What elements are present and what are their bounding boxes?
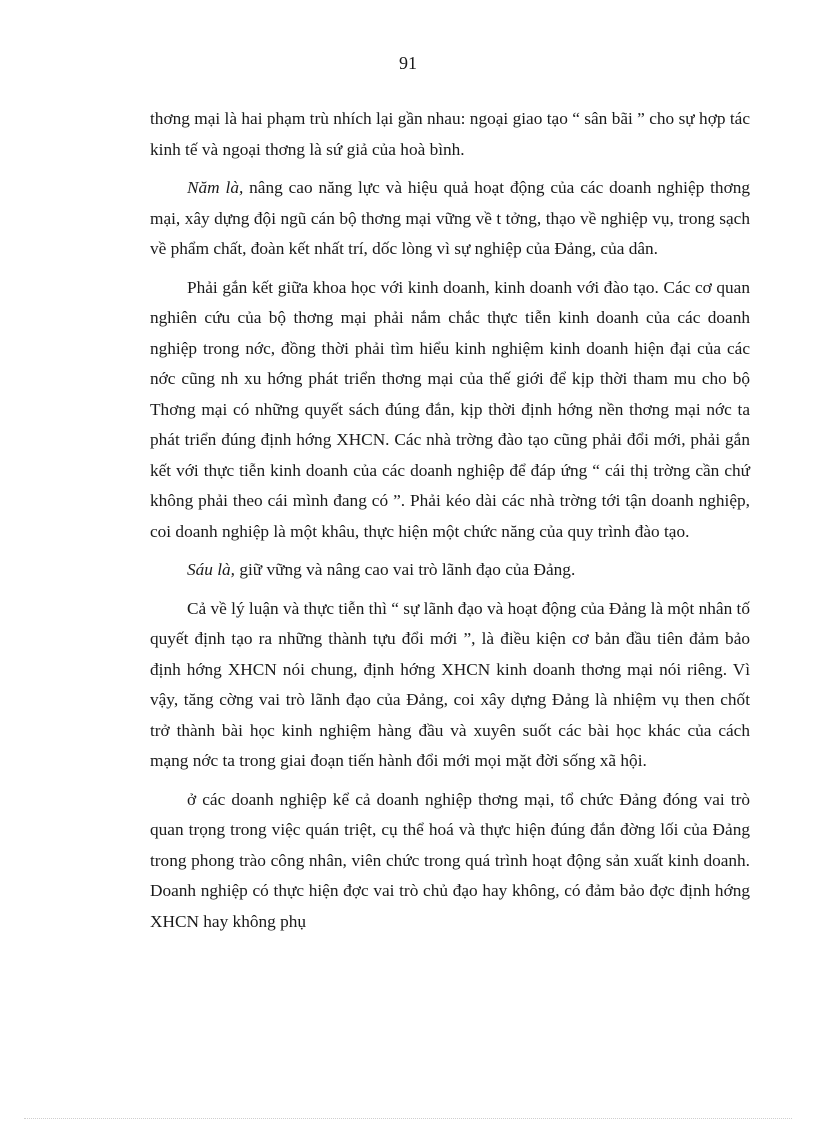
paragraph-doanh-nghiep: ở các doanh nghiệp kể cả doanh nghiệp thơng mại, tổ chức Đảng đóng vai trò quan trọng trong việc quán triệt, cụ thể hoá và thực hiện đúng đắn đờng lối của Đảng trong phong trào công nhân, viên chức trong quá trình hoạt động sản xuất kinh doanh. Doanh nghiệp có thực hiện đợc vai trò chủ đạo hay không, có đảm bảo đợc định hớng XHCN hay không phụ xyxy=(150,789,750,931)
paragraph-lead-sau-la: Sáu là, xyxy=(187,560,236,579)
page-bottom-border xyxy=(24,1118,792,1119)
paragraph-lead-nam-la: Năm là, xyxy=(187,178,244,197)
paragraph-body-sau-la: giữ vững và nâng cao vai trò lãnh đạo của Đảng. xyxy=(235,560,576,579)
paragraph-nam-la xyxy=(150,173,750,265)
paragraph-khoa-hoc-kinh-doanh: Phải gắn kết giữa khoa học với kinh doanh, kinh doanh với đào tạo. Các cơ quan nghiên cứu của bộ thơng mại phải nắm chắc thực tiễn kinh doanh của các doanh nghiệp trong nớc, đồng thời phải tìm hiểu kinh nghiệm kinh doanh hiện đại của các nớc cũng nh xu hớng phát triển thơng mại của thế giới để kịp thời tham mu cho bộ Thơng mại có những quyết sách đúng đắn, kịp thời định hớng nền thơng mại nớc ta phát triển đúng định hớng XHCN. Các nhà trờng đào tạo cũng phải đổi mới, phải gắn kết với thực tiễn kinh doanh của các doanh nghiệp để đáp ứng “ cái thị trờng cần chứ không phải theo cái mình đang có ”. Phải kéo dài các nhà trờng tới tận doanh nghiệp, coi doanh nghiệp là một khâu, thực hiện một chức năng của quy trình đào tạo. xyxy=(150,277,750,541)
paragraph-vai-tro-dang: Cả về lý luận và thực tiễn thì “ sự lãnh đạo và hoạt động của Đảng là một nhân tố quyết định tạo ra những thành tựu đổi mới ”, là điều kiện cơ bản đầu tiên đảm bảo định hớng XHCN nói chung, định hớng XHCN kinh doanh thơng mại nói riêng. Vì vậy, tăng cờng vai trò lãnh đạo của Đảng, coi xây dựng Đảng là nhiệm vụ then chốt trở thành bài học kinh nghiệm hàng đầu và xuyên suốt các bài học khác của cách mạng nớc ta trong giai đoạn tiến hành đổi mới mọi mặt đời sống xã hội. xyxy=(150,598,750,770)
paragraph-body-nam-la: nâng cao năng lực và hiệu quả hoạt động của các doanh nghiệp thơng mại, xây dựng đội ngũ cán bộ thơng mại vững về t tởng, thạo về nghiệp vụ, trong sạch về phẩm chất, đoàn kết nhất trí, dốc lòng vì sự nghiệp của Đảng, của dân. xyxy=(150,178,750,258)
page-number: 91 xyxy=(399,53,417,73)
paragraph-sau-la xyxy=(150,555,750,586)
paragraph-continuation: thơng mại là hai phạm trù nhích lại gần nhau: ngoại giao tạo “ sân bãi ” cho sự hợp tác kinh tế và ngoại thơng là sứ giả của hoà bình. xyxy=(150,109,750,159)
document-body xyxy=(150,104,750,945)
